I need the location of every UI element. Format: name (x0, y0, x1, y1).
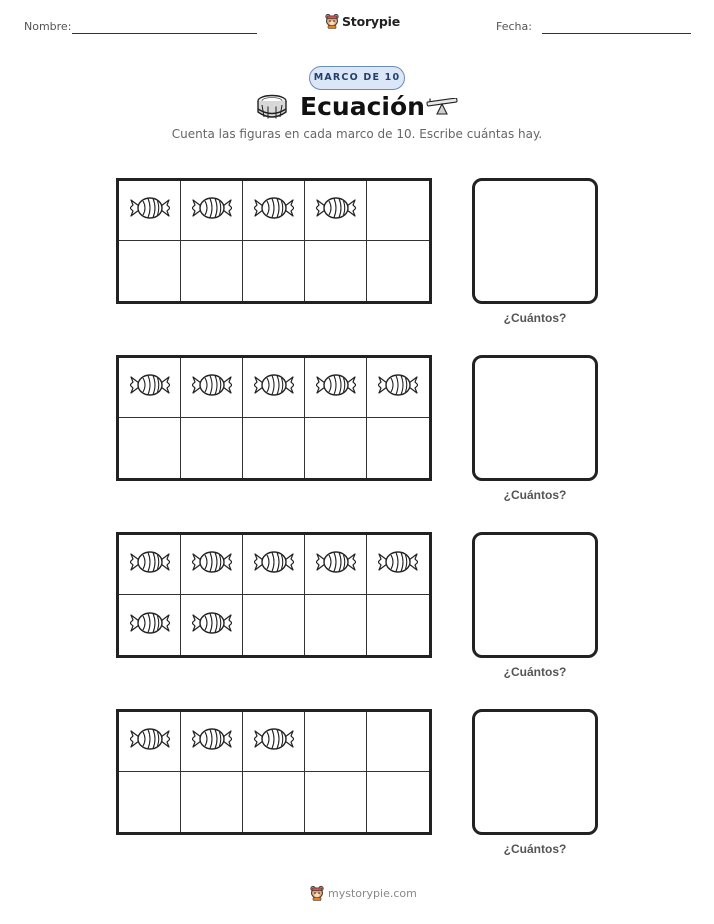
candy-icon (378, 371, 418, 404)
frame-cell (367, 535, 429, 595)
candy-icon (192, 548, 232, 581)
ten-frame (116, 355, 432, 481)
frame-cell (181, 181, 243, 241)
bear-logo-icon (325, 13, 339, 29)
topic-badge: MARCO DE 10 (309, 66, 405, 90)
frame-cell (367, 418, 429, 478)
frame-cell (119, 358, 181, 418)
frame-cell (243, 181, 305, 241)
frame-cell (243, 241, 305, 301)
frame-cell (181, 772, 243, 832)
frame-cell (367, 772, 429, 832)
frame-cell (305, 772, 367, 832)
frame-cell (181, 241, 243, 301)
candy-icon (130, 609, 170, 642)
brand-logo (325, 13, 400, 29)
answer-box[interactable] (472, 709, 598, 835)
candy-icon (192, 371, 232, 404)
candy-icon (192, 725, 232, 758)
frame-cell (181, 595, 243, 655)
answer-label: ¿Cuántos? (503, 488, 567, 502)
name-field-line[interactable] (72, 33, 257, 34)
candy-icon (192, 609, 232, 642)
candy-icon (316, 194, 356, 227)
frame-cell (243, 358, 305, 418)
date-label: Fecha: (496, 20, 532, 33)
frame-cell (305, 535, 367, 595)
frame-cell (367, 358, 429, 418)
frame-cell (367, 181, 429, 241)
frame-cell (119, 772, 181, 832)
candy-icon (192, 194, 232, 227)
frame-cell (119, 535, 181, 595)
frame-cell (305, 595, 367, 655)
frame-cell (367, 595, 429, 655)
frame-cell (305, 418, 367, 478)
frame-cell (367, 241, 429, 301)
answer-label: ¿Cuántos? (503, 842, 567, 856)
title-row (0, 90, 714, 126)
footer-url: mystorypie.com (328, 886, 417, 900)
candy-icon (378, 548, 418, 581)
frame-cell (119, 595, 181, 655)
answer-label: ¿Cuántos? (503, 311, 567, 325)
frame-cell (119, 418, 181, 478)
instructions: Cuenta las figuras en cada marco de 10. Escribe cuántas hay. (171, 127, 543, 141)
frame-cell (181, 712, 243, 772)
frame-cell (243, 595, 305, 655)
answer-box[interactable] (472, 355, 598, 481)
frame-cell (305, 181, 367, 241)
candy-icon (254, 548, 294, 581)
frame-cell (367, 712, 429, 772)
candy-icon (130, 194, 170, 227)
ten-frame (116, 532, 432, 658)
bear-logo-icon (310, 885, 324, 901)
candy-icon (254, 194, 294, 227)
frame-cell (243, 712, 305, 772)
answer-label: ¿Cuántos? (503, 665, 567, 679)
seesaw-icon (425, 98, 459, 116)
name-label: Nombre: (24, 20, 72, 33)
frame-cell (243, 772, 305, 832)
frame-cell (181, 358, 243, 418)
drum-icon (256, 93, 288, 121)
candy-icon (130, 548, 170, 581)
candy-icon (130, 371, 170, 404)
footer (310, 885, 417, 901)
frame-cell (305, 712, 367, 772)
frame-cell (181, 418, 243, 478)
answer-box[interactable] (472, 532, 598, 658)
ten-frame (116, 709, 432, 835)
candy-icon (130, 725, 170, 758)
frame-cell (119, 241, 181, 301)
page-title: Ecuación (300, 92, 425, 121)
candy-icon (254, 371, 294, 404)
frame-cell (243, 418, 305, 478)
frame-cell (119, 712, 181, 772)
candy-icon (254, 725, 294, 758)
brand-name: Storypie (342, 13, 400, 29)
frame-cell (181, 535, 243, 595)
frame-cell (305, 358, 367, 418)
candy-icon (316, 548, 356, 581)
frame-cell (305, 241, 367, 301)
answer-box[interactable] (472, 178, 598, 304)
frame-cell (243, 535, 305, 595)
ten-frame (116, 178, 432, 304)
candy-icon (316, 371, 356, 404)
date-field-line[interactable] (542, 33, 691, 34)
frame-cell (119, 181, 181, 241)
